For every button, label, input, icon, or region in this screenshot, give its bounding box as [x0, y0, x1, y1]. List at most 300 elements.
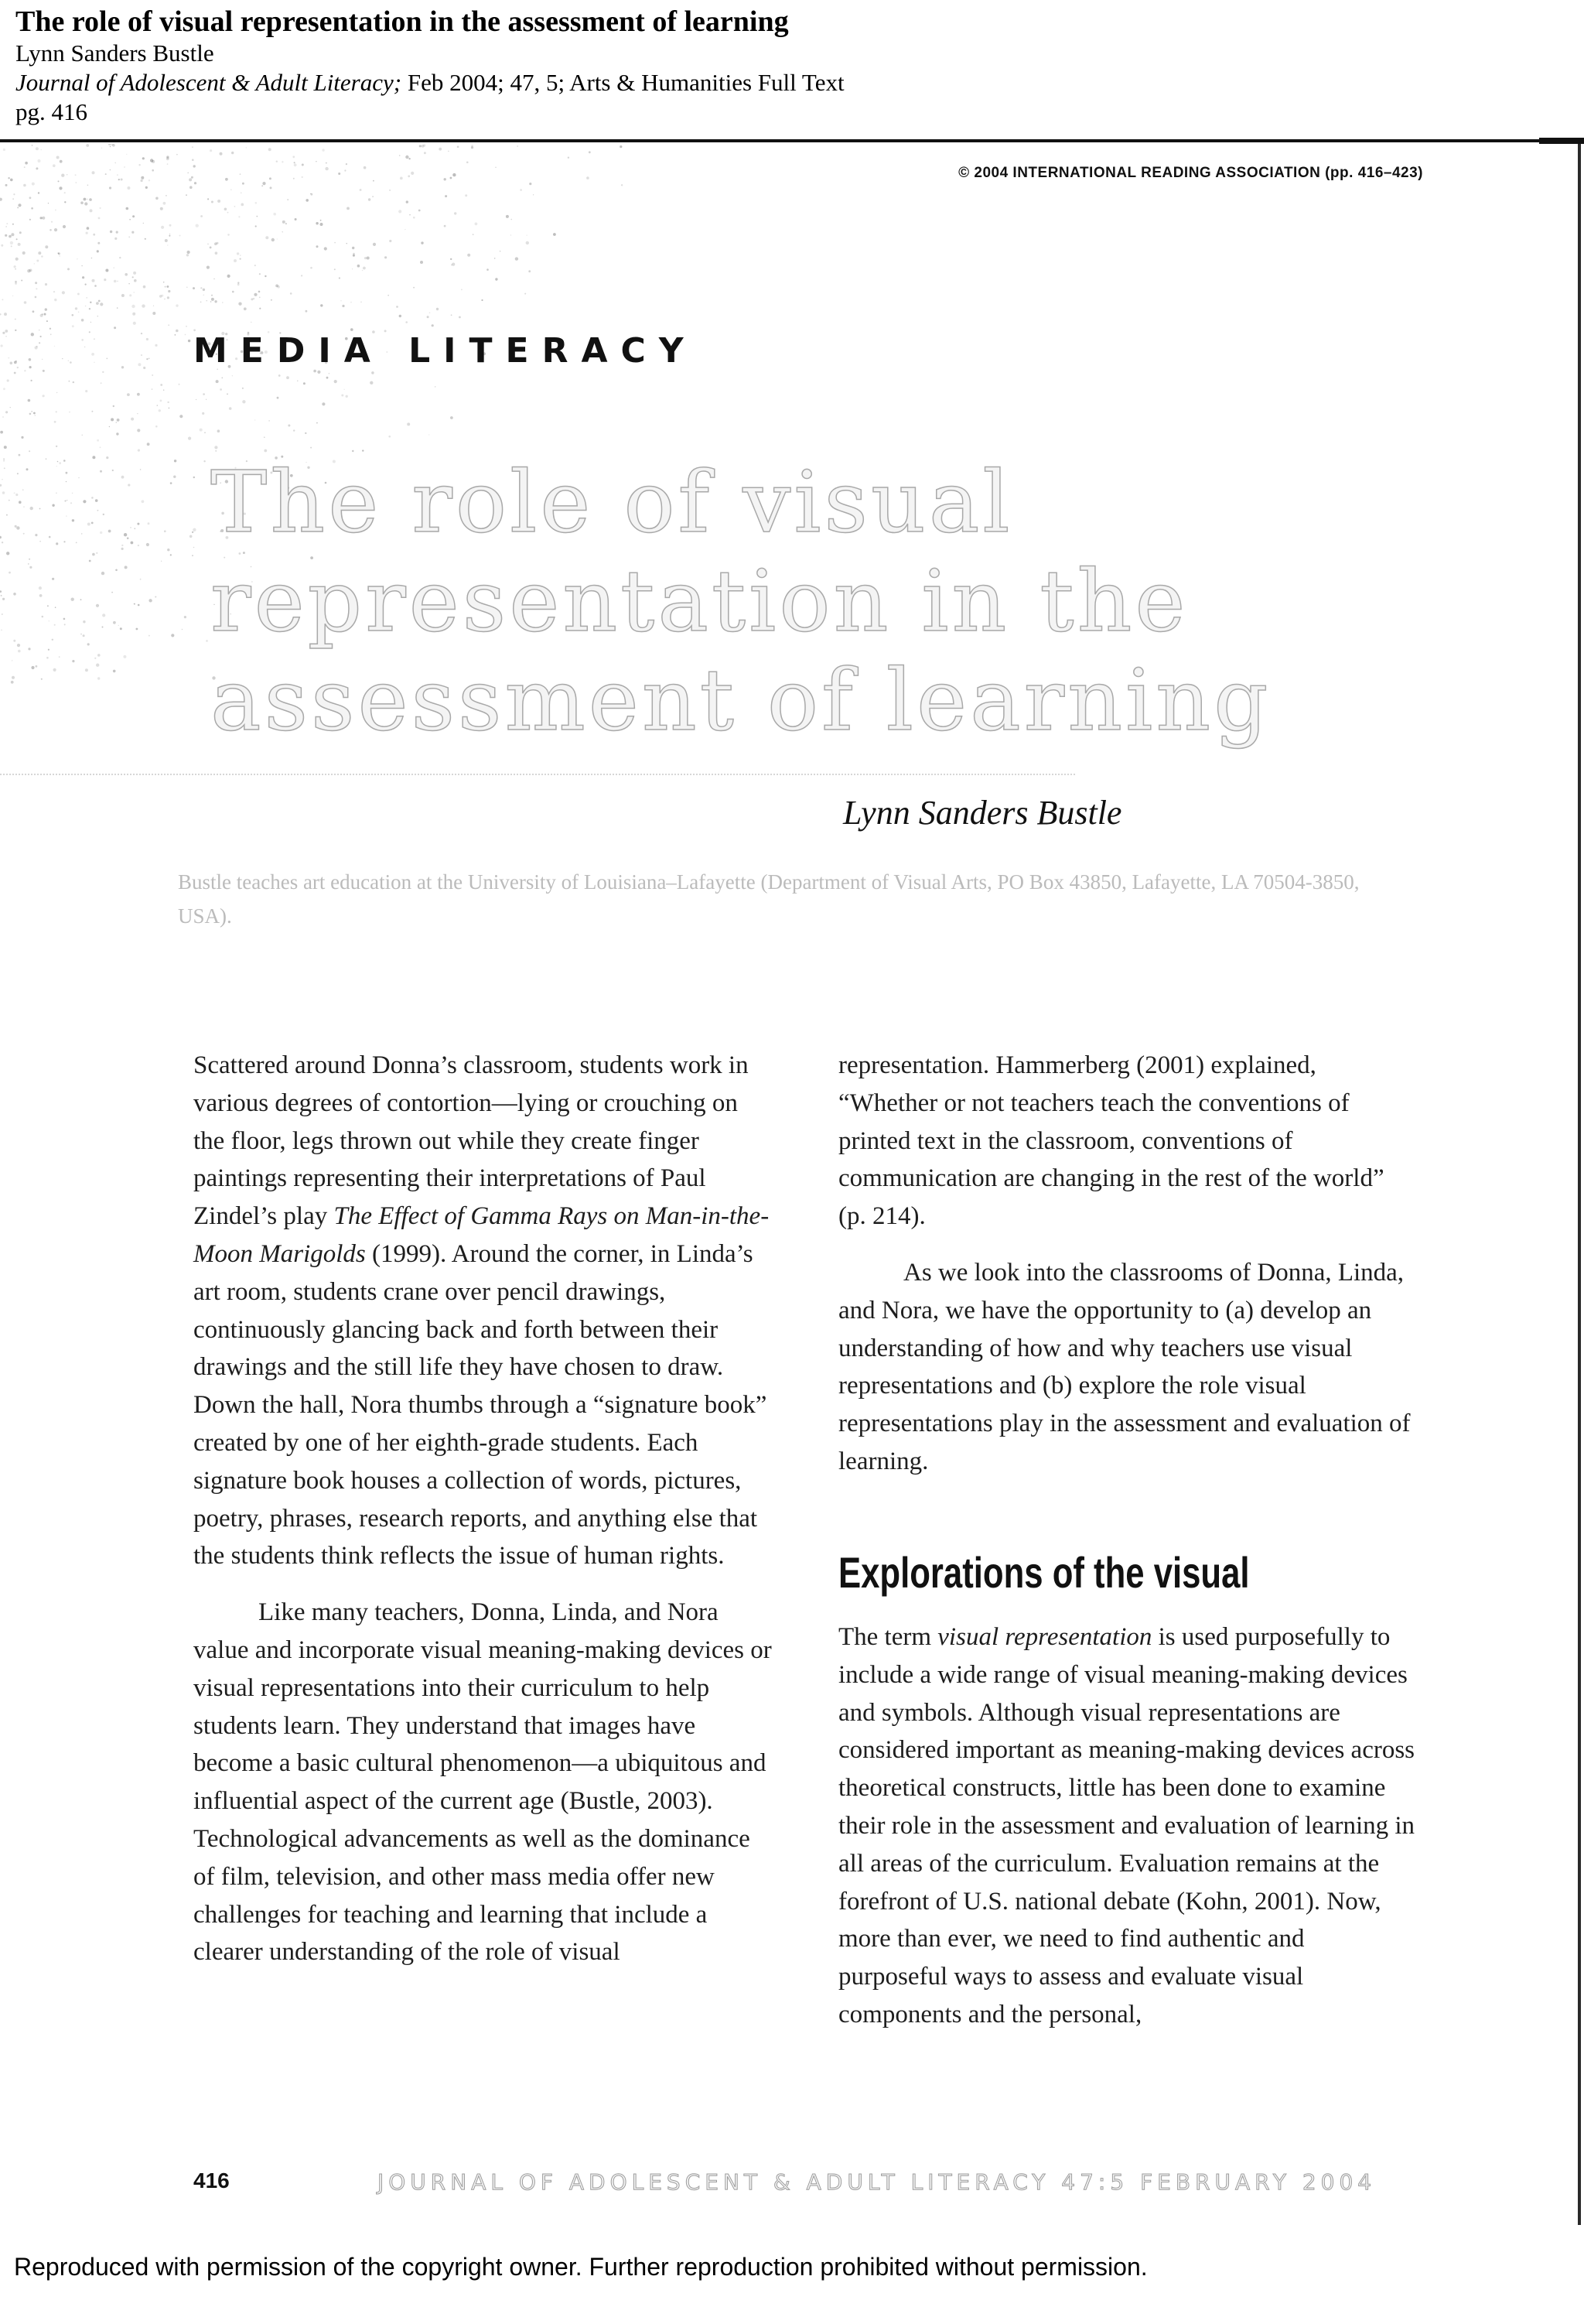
- speckle-dot: [163, 390, 164, 391]
- speckle-dot: [203, 295, 204, 296]
- speckle-dot: [63, 541, 65, 542]
- speckle-dot: [24, 301, 27, 304]
- speckle-dot: [3, 388, 5, 390]
- speckle-dot: [12, 676, 15, 679]
- speckle-dot: [100, 207, 101, 209]
- speckle-dot: [352, 450, 353, 452]
- speckle-dot: [25, 162, 28, 165]
- speckle-dot: [475, 223, 478, 226]
- speckle-dot: [93, 234, 95, 236]
- speckle-dot: [200, 215, 203, 217]
- speckle-dot: [161, 226, 164, 229]
- speckle-dot: [234, 206, 236, 207]
- paragraph: [838, 1618, 1417, 2034]
- speckle-dot: [389, 190, 391, 191]
- speckle-dot: [15, 525, 17, 528]
- speckle-dot: [110, 169, 111, 170]
- speckle-dot: [193, 477, 195, 478]
- speckle-dot: [142, 157, 145, 159]
- speckle-dot: [174, 460, 176, 462]
- paragraph-text: is used purposefully to include a wide range of visual meaning-making devices and symbols. Although visual representations are considered important as meaning-making devices across theoretical constructs, little has been done to examine their role in the assessment and evaluation of learning in all areas of the curriculum. Evaluation remains at the forefront of U.S. national debate (Kohn, 2001). Now, more than ever, we need to find authentic and purposeful ways to assess and evaluate visual components and the personal,: [838, 1623, 1415, 2028]
- speckle-dot: [49, 536, 51, 538]
- speckle-dot: [34, 263, 35, 264]
- speckle-dot: [131, 418, 134, 421]
- speckle-dot: [216, 380, 219, 383]
- speckle-dot: [334, 380, 337, 383]
- speckle-dot: [1, 244, 3, 247]
- speckle-dot: [85, 306, 87, 307]
- speckle-dot: [80, 599, 82, 600]
- speckle-dot: [367, 257, 370, 260]
- citation-source: [15, 68, 1485, 97]
- speckle-dot: [31, 333, 34, 336]
- speckle-dot: [69, 381, 70, 382]
- speckle-dot: [29, 197, 32, 199]
- speckle-dot: [4, 467, 5, 469]
- speckle-dot: [143, 285, 146, 289]
- speckle-dot: [78, 312, 80, 313]
- speckle-dot: [238, 302, 241, 306]
- speckle-dot: [148, 358, 150, 360]
- speckle-dot: [54, 299, 56, 301]
- speckle-dot: [70, 502, 72, 504]
- speckle-dot: [295, 218, 297, 220]
- speckle-dot: [114, 280, 117, 283]
- page-number: 416: [193, 2168, 230, 2192]
- speckle-dot: [36, 167, 38, 169]
- speckle-dot: [63, 618, 66, 620]
- speckle-dot: [86, 144, 89, 147]
- speckle-dot: [128, 484, 130, 486]
- speckle-dot: [39, 508, 41, 510]
- speckle-dot: [59, 656, 60, 658]
- speckle-dot: [28, 399, 31, 402]
- speckle-dot: [2, 332, 5, 334]
- speckle-dot: [32, 145, 33, 146]
- speckle-dot: [160, 400, 162, 402]
- speckle-dot: [372, 196, 374, 197]
- speckle-dot: [46, 458, 47, 460]
- speckle-dot: [2, 613, 3, 615]
- speckle-dot: [120, 627, 122, 630]
- speckle-dot: [4, 313, 7, 316]
- speckle-dot: [306, 310, 308, 313]
- speckle-dot: [95, 499, 98, 502]
- speckle-dot: [217, 429, 220, 432]
- speckle-dot: [203, 393, 205, 395]
- speckle-dot: [29, 219, 31, 220]
- speckle-dot: [81, 533, 83, 535]
- speckle-dot: [89, 308, 90, 309]
- speckle-dot: [176, 154, 178, 156]
- speckle-dot: [117, 307, 118, 309]
- speckle-dot: [71, 598, 74, 601]
- speckle-dot: [188, 437, 191, 440]
- speckle-dot: [72, 325, 74, 327]
- speckle-dot: [115, 569, 118, 572]
- citation-issue: Feb 2004; 47, 5; Arts & Humanities Full Text: [401, 69, 845, 96]
- speckle-dot: [526, 241, 529, 244]
- speckle-dot: [138, 164, 140, 166]
- speckle-dot: [72, 519, 74, 521]
- speckle-dot: [106, 358, 108, 360]
- speckle-dot: [47, 605, 49, 607]
- speckle-dot: [137, 523, 139, 525]
- speckle-dot: [83, 500, 86, 503]
- speckle-dot: [287, 199, 288, 200]
- speckle-dot: [52, 578, 54, 580]
- speckle-dot: [121, 366, 124, 368]
- speckle-dot: [114, 326, 116, 329]
- speckle-dot: [215, 450, 217, 452]
- speckle-dot: [12, 198, 14, 200]
- speckle-dot: [370, 381, 373, 384]
- speckle-dot: [420, 261, 423, 264]
- speckle-dot: [145, 238, 146, 240]
- speckle-dot: [258, 291, 261, 293]
- speckle-dot: [46, 320, 48, 322]
- speckle-dot: [31, 411, 32, 412]
- speckle-dot: [48, 649, 50, 651]
- speckle-dot: [134, 528, 135, 529]
- speckle-dot: [94, 338, 95, 340]
- speckle-dot: [127, 186, 130, 190]
- speckle-dot: [102, 627, 104, 628]
- speckle-dot: [203, 289, 205, 291]
- speckle-dot: [75, 307, 77, 309]
- speckle-dot: [84, 202, 87, 205]
- speckle-dot: [77, 293, 80, 296]
- speckle-dot: [207, 198, 209, 200]
- speckle-dot: [320, 220, 322, 221]
- speckle-dot: [255, 225, 257, 227]
- speckle-dot: [121, 476, 125, 479]
- speckle-dot: [169, 408, 170, 409]
- speckle-dot: [29, 358, 32, 361]
- speckle-dot: [5, 330, 8, 333]
- speckle-dot: [294, 162, 295, 163]
- speckle-dot: [64, 192, 66, 193]
- speckle-dot: [39, 586, 42, 590]
- speckle-dot: [411, 172, 414, 175]
- speckle-dot: [302, 164, 304, 166]
- speckle-dot: [242, 400, 245, 403]
- citation-journal: Journal of Adolescent & Adult Literacy;: [15, 69, 402, 96]
- speckle-dot: [121, 179, 123, 181]
- speckle-dot: [124, 166, 125, 167]
- speckle-dot: [148, 599, 152, 602]
- speckle-dot: [405, 321, 408, 323]
- speckle-dot: [41, 255, 43, 257]
- speckle-dot: [398, 210, 401, 213]
- speckle-dot: [436, 308, 439, 310]
- speckle-dot: [227, 394, 228, 395]
- speckle-dot: [8, 357, 9, 359]
- speckle-dot: [175, 334, 176, 336]
- speckle-dot: [232, 375, 233, 376]
- speckle-dot: [121, 548, 124, 550]
- speckle-dot: [81, 435, 83, 436]
- speckle-dot: [6, 223, 8, 224]
- speckle-dot: [184, 616, 186, 618]
- speckle-dot: [524, 293, 526, 295]
- speckle-dot: [126, 207, 129, 210]
- speckle-dot: [133, 292, 135, 293]
- speckle-dot: [179, 235, 181, 237]
- speckle-dot: [56, 542, 58, 545]
- speckle-dot: [81, 319, 84, 322]
- speckle-dot: [166, 195, 167, 197]
- speckle-dot: [54, 421, 56, 423]
- speckle-dot: [10, 362, 13, 365]
- speckle-dot: [0, 198, 2, 201]
- speckle-dot: [399, 315, 401, 317]
- speckle-dot: [89, 331, 90, 333]
- speckle-dot: [46, 657, 49, 659]
- speckle-dot: [326, 377, 329, 379]
- speckle-dot: [16, 526, 19, 529]
- speckle-dot: [450, 416, 453, 419]
- speckle-dot: [18, 243, 21, 246]
- speckle-dot: [39, 594, 43, 597]
- speckle-dot: [363, 267, 366, 270]
- speckle-dot: [81, 339, 84, 341]
- speckle-dot: [143, 223, 144, 224]
- speckle-dot: [254, 293, 257, 296]
- speckle-dot: [101, 572, 104, 575]
- body-column-right-top: [838, 1047, 1417, 1481]
- speckle-dot: [167, 285, 169, 288]
- speckle-dot: [427, 316, 429, 318]
- speckle-dot: [246, 147, 247, 148]
- speckle-dot: [129, 219, 131, 220]
- speckle-dot: [481, 299, 483, 301]
- speckle-dot: [67, 268, 70, 270]
- speckle-dot: [290, 292, 292, 295]
- paragraph-text: (1999). Around the corner, in Linda’s art room, students crane over pencil drawings, continuously glancing back and forth between their drawings and the still life they have chosen to draw. Down the hall, Nora thumbs through a “signature book” created by one of her eighth-grade students. Each signature book houses a collection of words, pictures, poetry, phrases, research reports, and anything else that the students think reflects the issue of human rights.: [193, 1239, 767, 1570]
- speckle-dot: [1, 595, 2, 596]
- speckle-dot: [254, 265, 256, 266]
- speckle-dot: [36, 147, 39, 150]
- speckle-dot: [211, 295, 213, 296]
- speckle-dot: [282, 220, 285, 224]
- speckle-dot: [326, 162, 327, 164]
- speckle-dot: [14, 492, 15, 494]
- speckle-dot: [192, 159, 194, 161]
- speckle-dot: [86, 232, 88, 234]
- citation-page: pg. 416: [15, 98, 87, 125]
- speckle-dot: [170, 482, 172, 484]
- title-line: representation in the: [210, 552, 1189, 651]
- section-heading: Explorations of the visual: [838, 1548, 1250, 1597]
- speckle-dot: [495, 278, 497, 280]
- speckle-dot: [17, 473, 19, 474]
- paragraph: representation. Hammerberg (2001) explained, “Whether or not teachers teach the conventions of printed text in the classroom, conventions of communication are changing in the rest of the world” (p. 214).: [838, 1051, 1384, 1231]
- speckle-dot: [6, 552, 9, 555]
- speckle-dot: [96, 302, 99, 305]
- speckle-dot: [452, 263, 455, 266]
- speckle-dot: [2, 299, 3, 300]
- speckle-dot: [72, 314, 74, 316]
- speckle-dot: [163, 202, 166, 205]
- speckle-dot: [15, 268, 16, 270]
- speckle-dot: [18, 203, 21, 207]
- speckle-dot: [255, 202, 258, 204]
- speckle-dot: [152, 374, 153, 376]
- speckle-dot: [113, 405, 114, 407]
- speckle-dot: [102, 371, 104, 373]
- speckle-dot: [94, 285, 97, 287]
- speckle-dot: [83, 620, 85, 623]
- header-rule-end: [1539, 138, 1584, 144]
- speckle-dot: [137, 413, 138, 414]
- speckle-dot: [15, 282, 17, 285]
- speckle-dot: [261, 185, 263, 186]
- speckle-dot: [142, 500, 145, 503]
- speckle-dot: [529, 183, 531, 185]
- speckle-dot: [352, 247, 354, 249]
- speckle-dot: [1, 630, 2, 631]
- speckle-dot: [59, 462, 61, 464]
- speckle-dot: [167, 163, 169, 165]
- speckle-dot: [459, 316, 461, 319]
- speckle-dot: [10, 179, 13, 182]
- speckle-dot: [152, 169, 154, 172]
- speckle-dot: [193, 528, 196, 531]
- speckle-dot: [384, 256, 387, 258]
- speckle-dot: [204, 432, 206, 433]
- speckle-dot: [56, 492, 57, 494]
- speckle-dot: [111, 418, 114, 421]
- speckle-dot: [373, 180, 374, 182]
- speckle-dot: [165, 239, 168, 242]
- speckle-dot: [87, 227, 90, 230]
- speckle-dot: [317, 371, 320, 374]
- speckle-dot: [316, 245, 319, 248]
- speckle-dot: [237, 283, 240, 285]
- speckle-dot: [94, 362, 95, 364]
- speckle-dot: [364, 166, 367, 169]
- speckle-dot: [134, 603, 135, 605]
- speckle-dot: [45, 308, 47, 310]
- speckle-dot: [12, 224, 14, 225]
- speckle-dot: [451, 314, 452, 316]
- speckle-dot: [59, 255, 60, 257]
- speckle-dot: [146, 338, 148, 340]
- speckle-dot: [108, 530, 111, 533]
- speckle-dot: [229, 407, 232, 410]
- speckle-dot: [49, 620, 50, 621]
- speckle-dot: [4, 446, 7, 449]
- speckle-dot: [15, 494, 18, 496]
- speckle-dot: [110, 146, 111, 148]
- speckle-dot: [3, 458, 5, 460]
- speckle-dot: [418, 210, 421, 212]
- speckle-dot: [38, 251, 41, 255]
- speckle-dot: [310, 193, 311, 194]
- paragraph: [193, 1047, 775, 1575]
- speckle-dot: [210, 149, 212, 152]
- citation-author: Lynn Sanders Bustle: [15, 39, 214, 67]
- speckle-dot: [362, 449, 364, 451]
- speckle-dot: [179, 384, 180, 385]
- speckle-dot: [277, 397, 279, 399]
- speckle-dot: [222, 302, 224, 303]
- speckle-dot: [141, 354, 142, 356]
- speckle-dot: [116, 231, 118, 234]
- speckle-dot: [388, 436, 391, 438]
- speckle-dot: [19, 454, 21, 456]
- speckle-dot: [9, 572, 11, 574]
- play-title: The Effect of Gamma Rays on Man-in-the-Moon Marigolds: [193, 1202, 770, 1268]
- speckle-dot: [10, 241, 13, 244]
- speckle-dot: [185, 334, 186, 336]
- speckle-dot: [91, 411, 93, 412]
- speckle-dot: [155, 197, 159, 200]
- speckle-dot: [26, 468, 29, 470]
- citation-header: [15, 5, 1485, 127]
- speckle-dot: [84, 198, 87, 201]
- speckle-dot: [282, 161, 283, 162]
- speckle-dot: [140, 469, 142, 470]
- speckle-dot: [96, 604, 99, 607]
- speckle-dot: [41, 678, 43, 680]
- paragraph-text: Scattered around Donna’s classroom, students work in various degrees of contortion—lying or crouching on the floor, legs thrown out while they create finger paintings representing their interpretations of Paul Zindel’s play: [193, 1051, 749, 1231]
- speckle-dot: [17, 644, 20, 647]
- speckle-dot: [9, 500, 10, 501]
- speckle-dot: [14, 265, 16, 268]
- speckle-dot: [2, 491, 5, 494]
- speckle-dot: [127, 537, 129, 539]
- speckle-dot: [131, 231, 134, 234]
- speckle-dot: [257, 216, 258, 217]
- speckle-dot: [200, 287, 202, 289]
- section-label: MEDIA LITERACY: [193, 331, 697, 371]
- speckle-dot: [132, 276, 134, 278]
- speckle-dot: [424, 152, 426, 154]
- speckle-dot: [123, 655, 126, 658]
- speckle-dot: [240, 173, 241, 175]
- speckle-dot: [0, 536, 2, 539]
- speckle-dot: [15, 258, 19, 261]
- speckle-dot: [24, 166, 26, 168]
- speckle-dot: [169, 224, 172, 227]
- speckle-dot: [62, 358, 63, 359]
- speckle-dot: [428, 434, 429, 435]
- speckle-dot: [96, 552, 97, 554]
- speckle-dot: [98, 217, 101, 220]
- speckle-dot: [76, 542, 77, 544]
- copyright-line: © 2004 INTERNATIONAL READING ASSOCIATION (pp. 416–423): [958, 165, 1423, 181]
- speckle-dot: [305, 432, 306, 434]
- speckle-dot: [211, 298, 214, 301]
- speckle-dot: [23, 184, 26, 187]
- speckle-dot: [35, 346, 38, 349]
- speckle-dot: [112, 470, 114, 471]
- speckle-dot: [58, 180, 60, 182]
- speckle-dot: [173, 476, 176, 478]
- speckle-dot: [119, 257, 121, 258]
- speckle-dot: [87, 523, 90, 526]
- speckle-dot: [38, 192, 39, 193]
- speckle-dot: [167, 244, 168, 245]
- speckle-dot: [17, 367, 19, 368]
- speckle-dot: [242, 183, 244, 185]
- speckle-dot: [45, 283, 47, 285]
- speckle-dot: [117, 174, 118, 176]
- speckle-dot: [114, 238, 117, 240]
- speckle-dot: [282, 231, 283, 232]
